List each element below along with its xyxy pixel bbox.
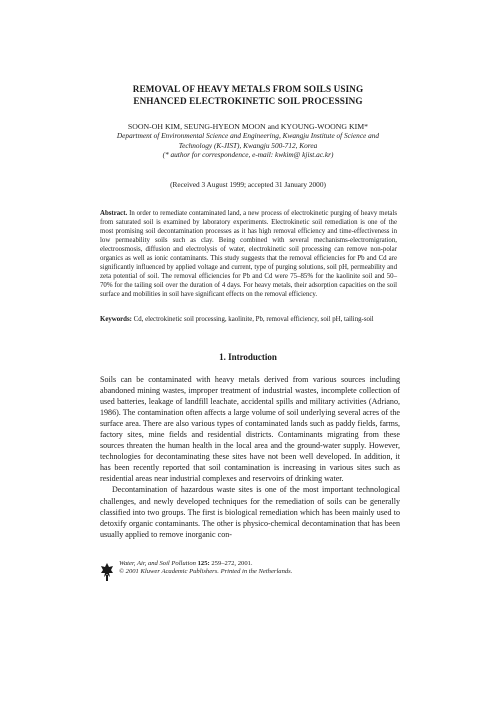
abstract-text: In order to remediate contaminated land, a new process of electrokinetic purging of heavy metals from saturated soil is examined by laboratory experiments. Electrokinetic soil remediation is one of the most promising soil decontamination processes as it has high removal efficiency and time-effectiveness in low permeability soils such as clay. Being combined with several mechanisms-electromigration, electroosmosis, diffusion and electrolysis of water, electrokinetic soil processing can remove non-polar organics as well as ionic contaminants. This study suggests that the removal efficiencies for Pb and Cd are significantly influenced by applied voltage and current, type of purging solutions, soil pH, permeability and zeta potential of soil. The removal efficiencies for Pb and Cd were 75–85% for the kaolinite soil and 50–70% for the tailing soil over the duration of 4 days. For heavy metals, their adsorption capacities on the soil surface and mobilities in soil have significant effects on the removal efficiency.: [100, 210, 397, 299]
paper-title: [60, 83, 436, 107]
paragraph: Soils can be contaminated with heavy metals derived from various sources including abandoned mining wastes, improper treatment of industrial wastes, incomplete collection of used batteries, leakage of landfill leachate, accidental spills and military activities (Adriano, 1986). The contamination often affects a large volume of soil underlying several acres of the surface area. There are also various types of contaminated lands such as paddy fields, farms, factory sites, mine fields and residential districts. Contaminants migrating from these sources threaten the human health in the local area and the ground-water supply. However, technologies for decontaminating these sites have not been well developed. In addition, it has been recently reported that soil contamination is increasing in various sites such as residential areas near industrial complexes and reservoirs of drinking water.: [100, 375, 400, 484]
section-heading-introduction: 1. Introduction: [219, 352, 277, 362]
keywords-text: Cd, electrokinetic soil processing, kaolinite, Pb, removal efficiency, soil pH, tailing-soil: [133, 316, 374, 323]
footer-citation-line: [119, 560, 292, 568]
abstract: [100, 209, 397, 299]
keywords-label: Keywords:: [100, 316, 132, 323]
copyright-line: © 2001 Kluwer Academic Publishers. Printed in the Netherlands.: [119, 568, 293, 576]
affiliation-line-1: Department of Environmental Science and Engineering, Kwangju Institute of Science and: [116, 131, 380, 140]
journal-volume: 125:: [197, 560, 210, 567]
footer-citation: [119, 560, 292, 577]
affiliation-line-2: Technology (K-JIST), Kwangju 500-712, Korea: [178, 140, 318, 150]
journal-name: Water, Air, and Soil Pollution: [119, 560, 196, 567]
abstract-label: Abstract.: [100, 210, 128, 217]
keywords: [100, 315, 410, 324]
paragraph: Decontamination of hazardous waste sites is one of the most important technological challenges, and newly developed techniques for the remediation of soils can be generally classified into two groups. The first is biological remediation which has been mainly used to detoxify organic contaminants. The other is physico-chemical decontamination that has been usually applied to remove inorganic con-: [100, 485, 400, 539]
journal-footer: [100, 560, 400, 586]
introduction-body: [100, 374, 400, 540]
title-line-1: REMOVAL OF HEAVY METALS FROM SOILS USING: [132, 84, 364, 94]
author-list: SOON-OH KIM, SEUNG-HYEON MOON and KYOUNG-WOONG KIM*: [127, 122, 369, 131]
journal-pages: 259–272, 2001.: [211, 560, 253, 567]
received-dates: (Received 3 August 1999; accepted 31 January 2000): [170, 180, 326, 189]
affiliation: [60, 131, 436, 160]
kluwer-logo-icon: [100, 562, 114, 582]
affiliation-line-3: (* author for correspondence, e-mail: kwkim@ kjist.ac.kr): [162, 150, 334, 159]
title-line-2: ENHANCED ELECTROKINETIC SOIL PROCESSING: [133, 96, 363, 106]
